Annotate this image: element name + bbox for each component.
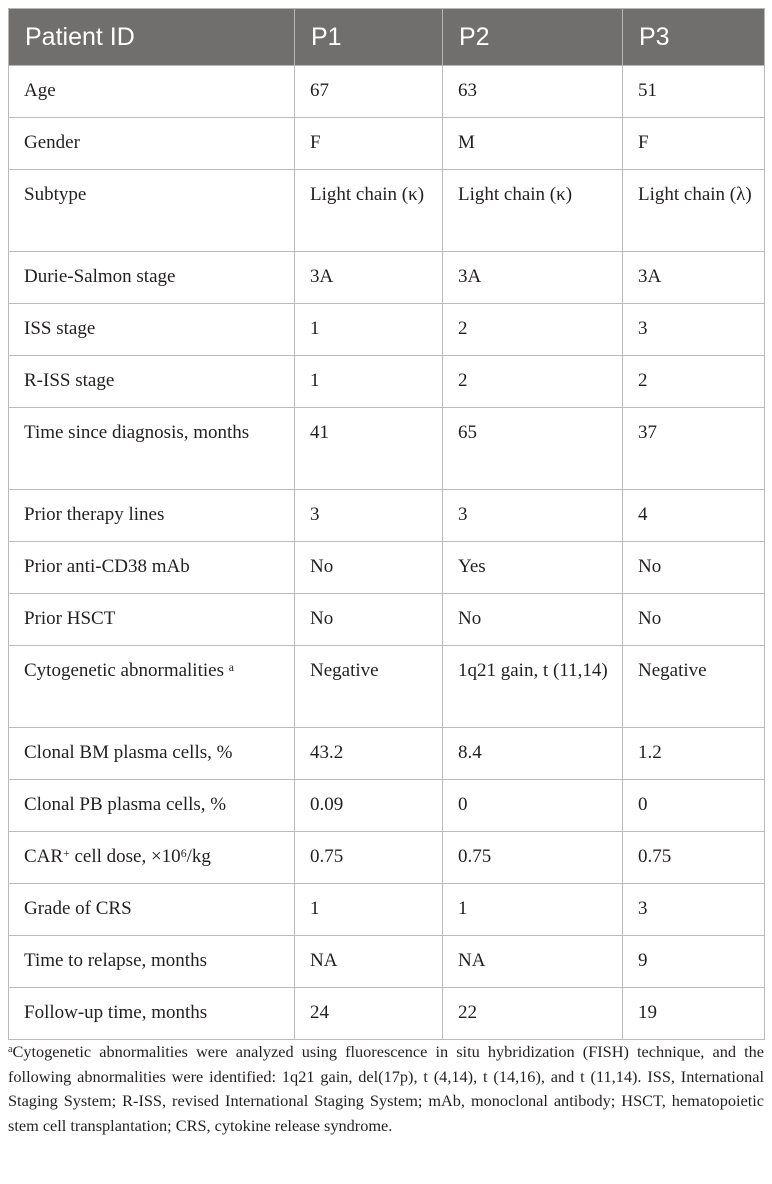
row-label: R-ISS stage bbox=[9, 356, 295, 408]
cell-p1: 67 bbox=[295, 66, 443, 118]
cell-p1: No bbox=[295, 594, 443, 646]
cell-p1: 1 bbox=[295, 356, 443, 408]
cell-p2: 2 bbox=[443, 356, 623, 408]
footnote-marker: a bbox=[8, 1044, 13, 1056]
row-label-text: Cytogenetic abnormalities bbox=[24, 660, 224, 681]
cell-p3: No bbox=[623, 542, 765, 594]
table-row bbox=[9, 728, 765, 780]
cell-p2: 1q21 gain, t (11,14) bbox=[443, 646, 623, 728]
cell-p2: 65 bbox=[443, 408, 623, 490]
table-row bbox=[9, 118, 765, 170]
cell-p3: 2 bbox=[623, 356, 765, 408]
cell-p1: 3A bbox=[295, 252, 443, 304]
cell-p3: 19 bbox=[623, 988, 765, 1040]
cell-p1: Negative bbox=[295, 646, 443, 728]
row-label bbox=[9, 832, 295, 884]
cell-p2: 2 bbox=[443, 304, 623, 356]
row-label: ISS stage bbox=[9, 304, 295, 356]
header-p3: P3 bbox=[623, 9, 765, 66]
row-label: Durie-Salmon stage bbox=[9, 252, 295, 304]
cell-p3: 51 bbox=[623, 66, 765, 118]
table-row bbox=[9, 304, 765, 356]
table-row bbox=[9, 408, 765, 490]
table-row bbox=[9, 252, 765, 304]
cell-p1: F bbox=[295, 118, 443, 170]
cell-p3: 3 bbox=[623, 304, 765, 356]
cell-p3: 0 bbox=[623, 780, 765, 832]
row-label: Prior HSCT bbox=[9, 594, 295, 646]
cell-p1: 43.2 bbox=[295, 728, 443, 780]
footnote-marker: a bbox=[228, 660, 234, 674]
table-footnote bbox=[8, 1040, 764, 1138]
cell-p3: 3 bbox=[623, 884, 765, 936]
row-label bbox=[9, 646, 295, 728]
table-row bbox=[9, 170, 765, 252]
cell-p3: 4 bbox=[623, 490, 765, 542]
cell-p2: 0.75 bbox=[443, 832, 623, 884]
table-header bbox=[9, 9, 765, 66]
cell-p2: 3 bbox=[443, 490, 623, 542]
row-label: Clonal BM plasma cells, % bbox=[9, 728, 295, 780]
patient-characteristics-table-container bbox=[8, 8, 764, 1040]
table-row bbox=[9, 646, 765, 728]
cell-p3: 9 bbox=[623, 936, 765, 988]
exponent-superscript: 6 bbox=[180, 846, 187, 860]
row-label-text-car: CAR bbox=[24, 846, 64, 867]
header-p1: P1 bbox=[295, 9, 443, 66]
row-label: Prior anti-CD38 mAb bbox=[9, 542, 295, 594]
cell-p1: 41 bbox=[295, 408, 443, 490]
header-p2: P2 bbox=[443, 9, 623, 66]
cell-p1: 1 bbox=[295, 304, 443, 356]
header-patient-id: Patient ID bbox=[9, 9, 295, 66]
cell-p3: F bbox=[623, 118, 765, 170]
table-body bbox=[9, 66, 765, 1040]
cell-p1: Light chain (κ) bbox=[295, 170, 443, 252]
cell-p2: 1 bbox=[443, 884, 623, 936]
cell-p2: 0 bbox=[443, 780, 623, 832]
cell-p1: 1 bbox=[295, 884, 443, 936]
table-row bbox=[9, 988, 765, 1040]
row-label: Age bbox=[9, 66, 295, 118]
cell-p3: No bbox=[623, 594, 765, 646]
cell-p2: Yes bbox=[443, 542, 623, 594]
table-row bbox=[9, 66, 765, 118]
table-row bbox=[9, 490, 765, 542]
table-row bbox=[9, 832, 765, 884]
cell-p1: No bbox=[295, 542, 443, 594]
row-label-text-unit: /kg bbox=[186, 846, 211, 867]
cell-p1: 24 bbox=[295, 988, 443, 1040]
row-label: Time to relapse, months bbox=[9, 936, 295, 988]
patient-characteristics-table bbox=[8, 8, 765, 1040]
cell-p2: No bbox=[443, 594, 623, 646]
plus-superscript: + bbox=[63, 846, 70, 860]
cell-p3: 1.2 bbox=[623, 728, 765, 780]
table-row bbox=[9, 936, 765, 988]
cell-p2: 63 bbox=[443, 66, 623, 118]
table-row bbox=[9, 884, 765, 936]
row-label: Grade of CRS bbox=[9, 884, 295, 936]
cell-p1: 0.09 bbox=[295, 780, 443, 832]
footnote-text: Cytogenetic abnormalities were analyzed using fluorescence in situ hybridization (FISH) technique, and the following abnormalities were identified: 1q21 gain, del(17p), t (4,14), t (14,16), and t (11,14). ISS, International Staging System; R-ISS, revised International Staging System; mAb, monoclonal antibody; HSCT, hematopoietic stem cell transplantation; CRS, cytokine release syndrome. bbox=[8, 1042, 764, 1135]
cell-p2: NA bbox=[443, 936, 623, 988]
cell-p2: 3A bbox=[443, 252, 623, 304]
cell-p2: 22 bbox=[443, 988, 623, 1040]
cell-p2: M bbox=[443, 118, 623, 170]
cell-p3: Negative bbox=[623, 646, 765, 728]
cell-p3: Light chain (λ) bbox=[623, 170, 765, 252]
row-label: Gender bbox=[9, 118, 295, 170]
cell-p1: 0.75 bbox=[295, 832, 443, 884]
cell-p1: 3 bbox=[295, 490, 443, 542]
cell-p3: 37 bbox=[623, 408, 765, 490]
row-label: Time since diagnosis, months bbox=[9, 408, 295, 490]
cell-p3: 3A bbox=[623, 252, 765, 304]
header-row bbox=[9, 9, 765, 66]
row-label: Prior therapy lines bbox=[9, 490, 295, 542]
row-label: Clonal PB plasma cells, % bbox=[9, 780, 295, 832]
row-label: Follow-up time, months bbox=[9, 988, 295, 1040]
cell-p1: NA bbox=[295, 936, 443, 988]
cell-p2: 8.4 bbox=[443, 728, 623, 780]
table-row bbox=[9, 356, 765, 408]
table-row bbox=[9, 594, 765, 646]
cell-p2: Light chain (κ) bbox=[443, 170, 623, 252]
row-label: Subtype bbox=[9, 170, 295, 252]
row-label-text-dose: cell dose, ×10 bbox=[69, 846, 181, 867]
table-row bbox=[9, 542, 765, 594]
cell-p3: 0.75 bbox=[623, 832, 765, 884]
table-row bbox=[9, 780, 765, 832]
